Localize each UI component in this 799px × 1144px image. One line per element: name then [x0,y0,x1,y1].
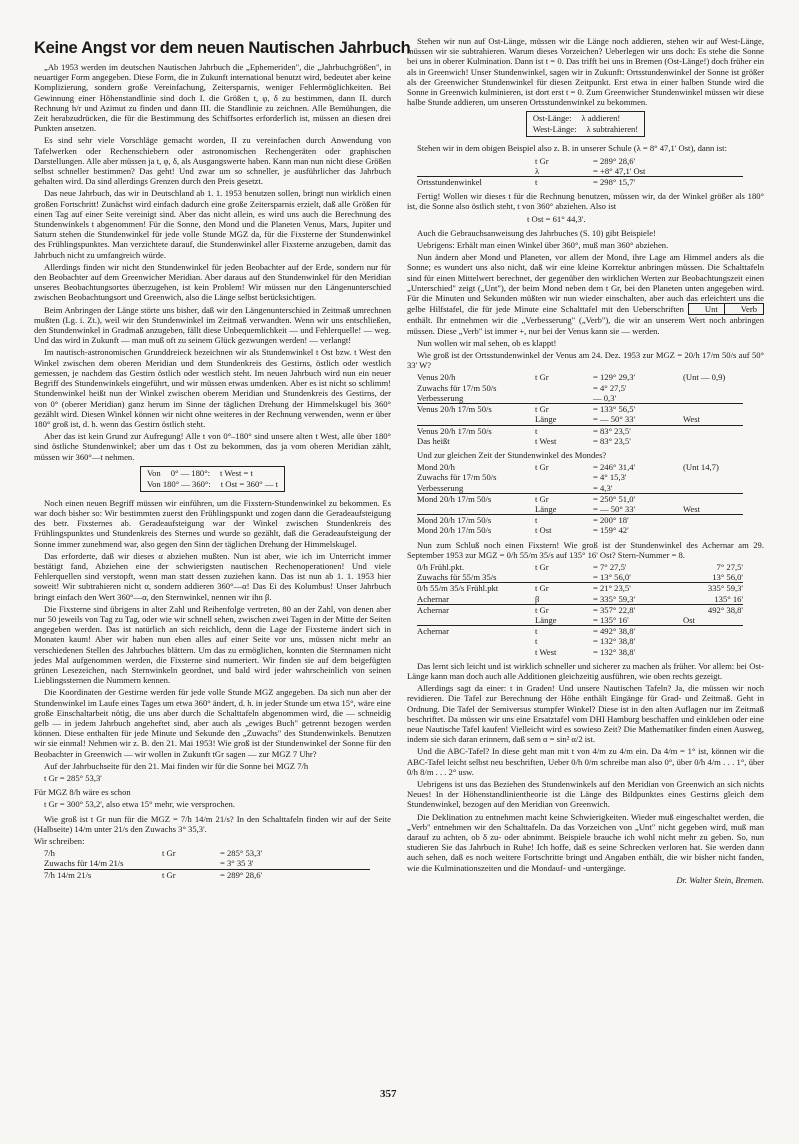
calc-cell: Mond 20/h 17/m 50/s [417,493,492,504]
calc-cell [417,156,535,166]
rule-cell: λ addieren! [581,113,621,124]
calc-cell: = 21° 23,5' [593,583,631,594]
calc-cell: Venus 20/h [417,372,456,383]
calc-cell: = 246° 31,4' [593,462,636,473]
paragraph: Das erforderte, daß wir dieses α abziehen mußten. Nun ist aber, wie ich im Unterricht immer bestätigt fand, Abziehen eine der schwierigsten nautischen Rechenoperationen! Und viele Fehlerquellen sind verstopft, wenn man statt dessen zuziehen kann. Das ist nun ab 1. 1. 1953 hier soweit! Wir subtrahieren nicht α, sondern addieren 360°—α! Das Ei des Kolumbus! Unser Jahrbuch bringt einfach den Wert 360°—α, den Sternwinkel, nennen wir ihn β. [34,550,391,602]
calc-row [417,156,764,166]
calc-cell: = 135° 16' [593,615,683,626]
paragraph: Die Koordinaten der Gestirne werden für jede volle Stunde MGZ angegeben. Da sich nun aber der Stundenwinkel im Laufe eines Tages um etwa 360° ändert, d. h. in jeder Stunde um etwa 15°, wäre eine große Einschaltarbeit nötig, die uns aber durch die Schalttafeln abgenommen wird, die — schneidig gelb — in jedem Jahrbuch angeheftet sind, aber auch als „ewiges Buch" getrennt bezogen werden können. Diese enthalten für jede Minute und Sekunde den „Zuwachs" des Stundenwinkels. Benutzen wir sie einmal! Nehmen wir z. B. den 21. Mai 1953! Wie groß ist der Stundenwinkel der Sonne für den Beobachter in Greenwich — wir wollen in Zukunft tGr sagen — zur MGZ 7 Uhr? [34,687,391,759]
calc-row [417,462,764,472]
calc-cell: Achernar [417,626,449,637]
calc-cell: t Gr [535,155,549,166]
calc-cell: Zuwachs für 17/m 50/s [417,382,497,393]
right-column [407,30,764,885]
calc-row [417,647,764,657]
paragraph: Wie groß ist t Gr nun für die MGZ = 7/h 14/m 21/s? In den Schalttafeln finden wir auf der Seite (Halbseite) 14/m unter 21/s den Zuwachs 3° 35,3'. [34,813,391,834]
calc-cell: = +8° 47,1' Ost [593,166,683,177]
calc-cell: t Gr [535,493,549,504]
rule-row [533,124,638,135]
page-number: 357 [380,1088,397,1100]
paragraph: Stehen wir nun auf Ost-Länge, müssen wir die Länge noch addieren, stehen wir auf West-Länge, müssen wir sie subtrahieren. Warum dieses Vorzeichen? Ueberlegen wir uns doch: Es stehe die Sonne bei uns in oberer Kulmination. Dann ist t = 0. Das trifft bei uns in Bremen (Ost-Länge!) doch früher ein als in Greenwich! Unser Stundenwinkel, sagen wir in Zukunft: Ortsstundenwinkel der Sonne ist größer als der Greenwicher Stundenwinkel für diesen Zeitpunkt. Erst etwa in einer halben Stunde wird die Sonne in Greenwich kulminieren, ist dort erst t = 0. Zum Greenwicher Stundenwinkel müssen wir diese halbe Stunde addieren, um unseren Ortsstundenwinkel zu bekommen. [407,36,764,108]
calc-cell: t Gr [535,583,549,594]
calc-cell: = 13° 56,0' [593,572,683,583]
calc-cell: = — 50° 33' [593,414,683,425]
calc-cell: t Gr [535,561,549,572]
formula-line: t Gr = 300° 53,2', also etwa 15° mehr, wie versprochen. [44,799,235,810]
calc-cell: = 83° 23,5' [593,425,631,436]
calc-cell: t Gr [535,462,549,473]
calc-cell: = 4° 15,3' [593,472,627,483]
calc-cell: t West [535,646,557,657]
paragraph: Beim Anbringen der Länge störte uns bisher, daß wir den Längenunterschied in Zeitmaß umrechnen mußten (Lg. i. Zt.), weil wir den Stundenwinkel im Zeitmaß verwandten. Wenn wir uns entschließen, den Stundenwinkel in Gradmaß anzugeben, fällt diese Unbequemlichkeit — und Fehlerquelle! — weg. Und das wird in Zukunft — man muß oft zu seinem Glück gezwungen werden! — verlangt! [34,304,391,346]
calc-row [417,515,764,525]
calc-cell: λ [535,166,593,177]
rule-cell: 0° — 180°: [170,467,211,478]
calc-cell: Mond 20/h 17/m 50/s [417,515,492,526]
paragraph: Nun zum Schluß noch einen Fixstern! Wie groß ist der Stundenwinkel des Achernar am 29. September 1953 zur MGZ = 0/h 55/m 35/s auf 135° 16' Ost? Stern-Nummer = 8. [407,539,764,560]
calc-row [417,426,764,436]
calc-cell: Länge [535,504,593,515]
article-title: Keine Angst vor dem neuen Nautischen Jahrbuch [34,39,411,57]
paragraph: Das lernt sich leicht und ist wirklich schneller und sicherer zu machen als früher. Vor allem: bei Ost-Länge kann man doch auch alle Additionen gleichzeitig ausführen, wie oben rechts gezeigt. [407,660,764,681]
rule-cell: West-Länge: [532,124,577,135]
calc-cell: = 298° 15,7' [593,177,636,188]
calc-cell: 135° 16' [683,594,743,605]
venus-calculation [417,372,764,445]
formula-line: t Ost = 61° 44,3'. [527,213,586,224]
left-column [34,30,411,885]
calc-row [417,583,764,593]
paragraph: Nun wollen wir mal sehen, ob es klappt! [417,337,557,348]
calc-row [44,870,391,880]
calc-cell: 13° 56,0' [683,572,743,583]
calc-cell: Achernar [417,604,449,615]
rule-row [147,479,278,490]
paragraph: Die Fixsterne sind übrigens in alter Zahl und Reihenfolge vertreten, 80 an der Zahl, von denen aber nur 50 jeweils von Tag zu Tag, oder wie wir schnell sehen, zwischen zwei Tagen in der Mitte der Seiten angegeben werden. Das ist natürlich an sich reichlich, denn die Lage der Fixsterne ändert sich in Monaten kaum! Aber wir haben nun eben alles auf einer Seite vor uns, müssen nicht mehr an verschiedenen Stellen des Jahrbuches blättern. Um das zu ermöglichen, konnten die Sternnamen nicht jedes Mal aufgenommen werden, die Fixsterne sind numeriert. Wir finden sie auf dem beigefügten grünen Lesezeichen, nach Sternwinkeln geordnet, und bald wird jeder wahrscheinlich von seinen Lieblingssternen die Nummern kennen. [34,603,391,686]
calc-row [417,562,764,572]
calc-row [417,615,764,626]
calc-cell: = 132° 38,8' [593,636,636,647]
paragraph: Das neue Jahrbuch, das wir in Deutschland ab 1. 1. 1953 benutzen sollen, bringt nun wirklich einen großen Fortschritt! Zunächst wird einfach dadurch eine große Zeitersparnis erzielt, daß alle Größen für einen Tag auf einer Seite vereinigt sind. Aber das nicht allein, es wird uns auch die Berechnung des Stundenwinkels t abgenommen! Für die Sonne, den Mond und die Planeten Venus, Mars, Jupiter und Saturn stehen die Stundenwinkel für jede volle Stunde MGZ da, für die Fixsterne der Stundenwinkel des Frühlingspunktes. Man verzichtete darauf, die Stundenwinkel aller Fixsterne anzugeben, damit das Jahrbuch nicht zu umfangreich würde. [34,188,391,260]
paragraph: Uebrigens: Erhält man einen Winkel über 360°, muß man 360° abziehen. [417,240,669,251]
calc-row [417,636,764,646]
calc-cell: t Gr [162,869,176,880]
calc-cell: = 133° 56,5' [593,404,636,415]
calc-cell: = 129° 29,3' [593,372,636,383]
calc-row [417,472,764,482]
calc-cell: = 492° 38,8' [593,626,636,637]
calc-cell: t [535,515,538,526]
calc-cell: β [535,594,593,605]
paragraph: Es sind sehr viele Vorschläge gemacht worden, II zu vereinfachen durch Anwendung von Tafelwerken oder Rechenschiebern oder astronomischen Rechengeräten oder graphischen Darstellungen. Alle aber müssen ja t, φ, δ, als Ausgangswerte haben. Kann man nun nicht diese Größen selbst schneller bestimmen? Das geht! Und zwar um so schneller, je ausführlicher das Jahrbuch gehalten wird. Da sind allerdings Grenzen durch den Preis gesetzt. [34,135,391,187]
calc-row [417,483,764,494]
calculation-block [417,156,764,188]
paragraph: Allerdings finden wir nicht den Stundenwinkel für jeden Beobachter auf der Erde, sondern nur für den Beobachter auf dem Greenwicher Meridian. Aber daraus auf den Stundenwinkel für den Meridian unseres Beobachtungsortes überzugehen, ist kein Problem! Wir müssen nur den Längenunterschied zwischen Beobachtungsort und Greenwich, also die Länge selbst berücksichtigen. [34,261,391,303]
calc-cell: 0/h 55/m 35/s Frühl.pkt [417,583,499,594]
paragraph: Für MGZ 8/h wäre es schon [34,787,131,798]
calc-cell: = 200° 18' [593,515,629,526]
calc-row [417,594,764,605]
paragraph: Fertig! Wollen wir dieses t für die Rechnung benutzen, müssen wir, da der Winkel größer als 180° ist, die Sonne also östlich steht, t von 360° abziehen. Also ist [407,191,764,212]
rule-cell: Von [146,467,161,478]
calc-cell: Verbesserung [417,483,535,494]
calc-cell: — 0,3' [593,393,683,404]
rule-cell: λ subtrahieren! [586,124,639,135]
formula-line: t Gr = 285° 53,3' [44,773,102,783]
calc-cell: = 289° 28,6' [220,869,263,880]
two-column-layout [34,30,765,885]
calc-row [417,372,764,382]
calc-cell: = 289° 28,6' [593,155,636,166]
rule-cell: t Ost = 360° — t [220,478,278,489]
paragraph: Wie groß ist der Ortsstundenwinkel der Venus am 24. Dez. 1953 zur MGZ = 20/h 17/m 50/s auf 50° 33' W? [407,350,764,371]
calc-cell: = 357° 22,8' [593,604,636,615]
paragraph: Auch die Gebrauchsanweisung des Jahrbuches (S. 10) gibt Beispiele! [417,227,656,238]
calc-cell: t [535,626,538,637]
calc-cell: Venus 20/h 17/m 50/s [417,404,492,415]
calc-cell: t [535,425,538,436]
calc-row [417,525,764,535]
calc-cell: Verbesserung [417,393,535,404]
calc-row [417,177,764,187]
calc-cell: = 4° 27,5' [593,382,627,393]
calc-cell: Venus 20/h 17/m 50/s [417,425,492,436]
calc-cell: Zuwachs für 17/m 50/s [417,472,497,483]
calculation-block [44,848,391,880]
paragraph: Stehen wir in dem obigen Beispiel also z. B. in unserer Schule (λ = 8° 47,1' Ost), dann ist: [417,143,727,154]
calc-cell: = 132° 38,8' [593,646,636,657]
calc-cell: Länge [535,615,593,626]
moon-calculation [417,462,764,535]
calc-cell: (Unt 14,7) [683,462,719,473]
achernar-calculation [417,562,764,657]
calc-cell: = 335° 59,3' [593,594,683,605]
calc-cell: 335° 59,3' [707,583,743,594]
calc-row [417,414,764,425]
calc-cell: West [683,504,743,515]
paragraph: Und zur gleichen Zeit der Stundenwinkel des Mondes? [417,449,607,460]
calc-row [417,166,764,177]
calc-cell: West [683,414,743,425]
calc-cell: Zuwachs für 55/m 35/s [417,572,535,583]
calc-row [417,572,764,583]
paragraph: Allerdings sagt da einer: t in Graden! Und unsere Nautischen Tafeln? Ja, die müssen wir noch revidieren. Die Tafel zur Berechnung der Höhe enthält Eingänge für Grad- und Zeitmaß. Geht in Ordnung. Die Tafel der Semiversus stumpfer Winkel? Diese ist in den alten Auflagen nur im Zeitmaß beschriftet. Da müssen wir uns eine Ersatztafel vom DHI Hamburg beschaffen und einkleben oder eine neue Nautische Tafel kaufen! Vielleicht wird es sowieso Zeit? Die Mathematiker finden einen Ausweg, indem sie sich daran erinnern, daß sem α = sin² α/2 ist. [407,683,764,745]
verb-label: Verb [724,304,763,314]
rule-row [533,113,638,124]
calc-cell: 492° 38,8' [707,604,743,615]
paragraph-text: Nun ändern aber Mond und Planeten, vor allem der Mond, ihre Lage am Himmel anders als die Sonne; es wundert uns also nicht, daß wir eine kleine Korrektur anbringen müssen. Die Schalttafeln sind für einen Mittelwert berechnet, der gegenüber den wirklichen Werten zur Beobachtungszeit einen „Unterschied" zeigt („Unt"), der beim Mond neben dem t Gr, bei den Planeten unten angegeben wird. Für die Minuten und Sekunden müßten wir nun wieder einschalten, aber auch das erleichtert uns die gelbe Hilfstafel, die für jede Minute eine Schalttafel mit den Ueberschriften [407,252,764,315]
calc-cell: = 285° 53,3' [220,848,263,859]
calc-cell: t [535,636,538,647]
calc-cell: 7° 27,5' [716,561,743,572]
calc-cell: Ortsstundenwinkel [417,177,482,188]
calc-cell: = 83° 23,5' [593,435,631,446]
calc-cell [417,166,535,177]
calc-cell: Ost [683,615,743,626]
calc-cell: t [535,177,538,188]
rule-row [147,468,278,479]
calc-row [417,504,764,515]
calc-cell: Länge [535,414,593,425]
calc-intro: Wir schreiben: [34,836,85,847]
longitude-rule-box [526,111,645,137]
calc-cell: = 7° 27,5' [593,561,627,572]
rule-cell: t West = t [220,467,253,478]
paragraph-text: enthält. Ihr entnehmen wir die „Verbesserung" („Verb"), die wir an unserem Wert noch anbringen müssen. Diese „Verb" ist immer +, nur bei der Venus kann sie — werden. [407,315,764,336]
calc-cell: = 4,3' [593,483,683,494]
paragraph: „Ab 1953 werden im deutschen Nautischen Jahrbuch die „Ephemeriden", die „Jahrbuchgrößen", in neuartiger Form angegeben. Diese Form, die in Zukunft international benutzt wird, bedeutet aber keine Komplizierung, sondern große Vereinfachung, Zeitersparnis, weniger Fehlermöglichkeiten. Bei Gewinnung einer Höhenstandlinie sind doch I. die Größen t, φ, δ zu bestimmen, dann II. durch Rechnung h/r und Azimut zu finden und dann III. die Standlinie zu zeichnen. Alle Bemühungen, die Zeit herabzudrücken, die für die Bestimmung des Schiffsortes erforderlich ist, müssen an diesen drei Punkten ansetzen. [34,62,391,134]
calc-cell: t West [535,435,557,446]
calc-cell: (Unt — 0,9) [683,372,726,383]
calc-cell: 7/h [44,848,55,859]
calc-cell: Achernar [417,594,535,605]
calc-cell: t Ost [535,525,552,536]
calc-row [417,404,764,414]
paragraph: Und die ABC-Tafel? In diese geht man mit t von 4/m zu 4/m ein. Da 4/m = 1° ist, können wir die ABC-Tafel leicht selbst neu beschriften, Ueber 0/h 0/m schreibe man also 0°, über 0/h 4/m . . . 1°, über 0/h 8/m . . . 2° usw. [407,746,764,777]
paragraph: Aber das ist kein Grund zur Aufregung! Alle t von 0°–180° sind unsere alten t West, alle über 180° sind östliche Stundenwinkel; aber um das t Ost zu bekommen, das ja vom oberen Meridian zählt, müssen wir 360°—t nehmen. [34,431,391,462]
rule-cell: Ost-Länge: [532,113,572,124]
calc-cell: = 250° 51,0' [593,493,636,504]
calc-cell: t Gr [535,604,549,615]
paragraph: Uebrigens ist uns das Beziehen des Stundenwinkels auf den Meridian von Greenwich an sich nichts Neues! In der Höhenstandlinientheorie ist die Länge des Bildpunktes eines Gestirns gleich dem Stundenwinkel, bezogen auf den Meridian von Greenwich. [407,779,764,810]
calc-row [44,848,391,858]
calc-row [417,436,764,446]
paragraph: Die Deklination zu entnehmen macht keine Schwierigkeiten. Wieder muß eingeschaltet werden, die „Verb" entnehmen wir den Schalttafeln. Da das Vorzeichen von „Unt" nicht gegeben wird, muß man darauf zu achten, ob δ zu- oder abnimmt. Beispiele brauche ich wohl nicht mehr zu geben. So, nun studieren Sie das Jahrbuch in Ruhe! Ich hoffe, daß es seine Schrecken verloren hat. Sie werden dann auch sehen, daß es noch weitere Fortschritte bringt und Angaben enthält, die wir bisher nicht fanden, wie die Kulminationszeiten und die Mondauf- und -untergänge. [407,811,764,873]
calc-cell: Mond 20/h [417,462,455,473]
calc-cell: = 3° 35 3' [220,858,310,869]
paragraph: Im nautisch-astronomischen Grunddreieck bezeichnen wir als Stundenwinkel t Ost bzw. t West den Winkel zwischen dem oberen Meridian und dem Stundenkreis des Gestirns, östlich oder westlich gemessen, je nachdem das Gestirn östlich oder westlich steht. Im neuen Jahrbuch wird nun ein neuer Begriff des Stundenwinkels eingeführt, und wir müssen etwas umdenken. Aber es ist nicht so schlimm! Stundenwinkel heißt nun der Winkel zwischen oberem Meridian und Stundenkreis des Gestirns, der von 0° (oberer Meridian) ganz herum im Sinne der täglichen Drehung der Himmelskugel bis 360° gezählt wird. Diesen Winkel können wir nicht ohne weiteres in der Rechnung verwenden, wenn er über 180° groß ist, d. h. wenn das Gestirn östlich steht. [34,347,391,429]
calc-cell: Zuwachs für 14/m 21/s [44,858,162,869]
calc-row [44,858,391,869]
author-signature: Dr. Walter Stein, Bremen. [676,874,764,885]
unt-verb-header-box [688,303,764,315]
calc-cell: = — 50° 33' [593,504,683,515]
calc-cell: Das heißt [417,435,450,446]
unt-label: Unt [704,304,718,315]
calc-row [417,605,764,615]
calc-cell: 7/h 14/m 21/s [44,869,92,880]
calc-cell: t Gr [535,404,549,415]
paragraph: Noch einen neuen Begriff müssen wir einführen, um die Fixstern-Stundenwinkel zu bekommen. Es war doch bisher so: Wir bestimmten zuerst den Frühlingspunkt und zogen dann die Geradeaufsteigung des betr. Fixsternes ab. Geradeaufsteigung war der Winkel zwischen Stundenkreis des Frühlingspunktes und Stundenkreis des Sternes und wurde so gezählt, daß die Geradeaufsteigung der Sonne immer zunehmend war, also gegen den Sinn der täglichen Drehung der Himmelskugel. [34,497,391,549]
calc-cell: 0/h Frühl.pkt. [417,561,465,572]
calc-row [417,626,764,636]
paragraph [407,252,764,336]
calc-row [417,383,764,393]
hour-angle-rule-box [140,466,285,492]
calc-cell: t Gr [535,372,549,383]
calc-row [417,393,764,404]
calc-cell: = 159° 42' [593,525,629,536]
calc-cell: Mond 20/h 17/m 50/s [417,525,492,536]
calc-cell: t Gr [162,848,176,859]
paragraph: Auf der Jahrbuchseite für den 21. Mai finden wir für die Sonne bei MGZ 7/h [44,760,309,771]
rule-cell: Von 180° — 360°: [146,478,211,489]
calc-row [417,494,764,504]
